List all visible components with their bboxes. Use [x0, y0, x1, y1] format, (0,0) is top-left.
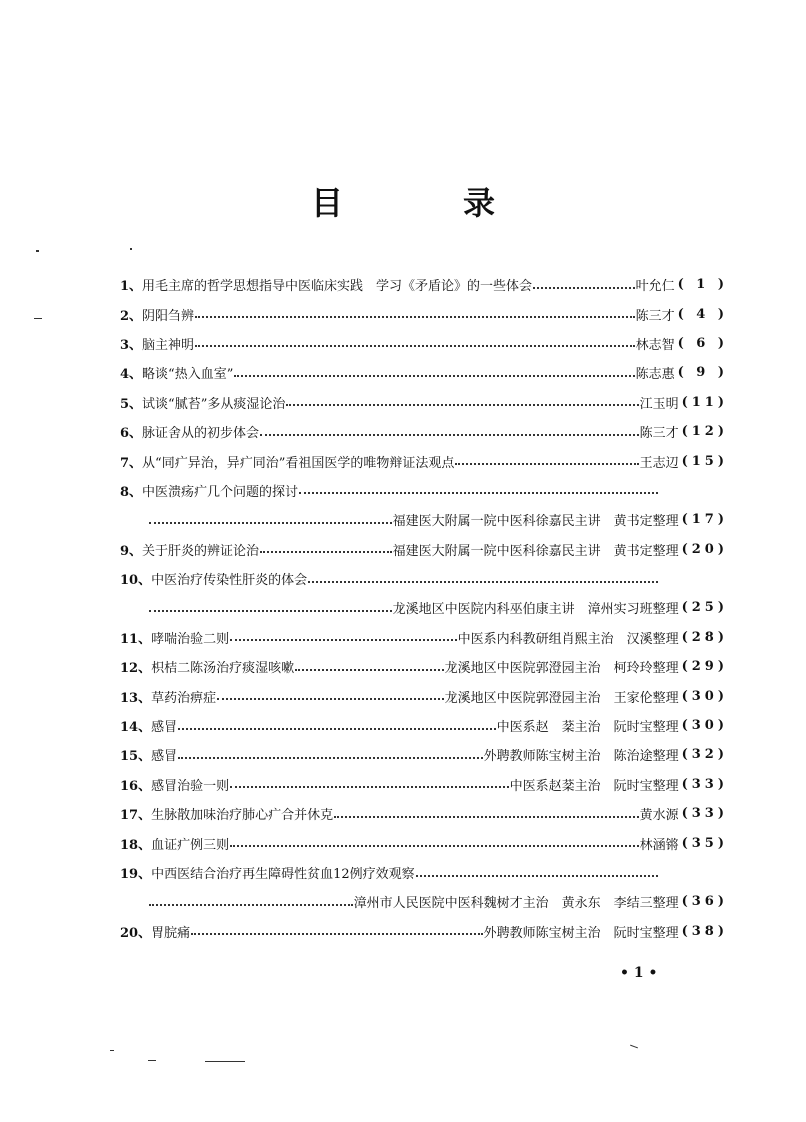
entry-page: (38): [681, 923, 728, 939]
dot-leader: [149, 904, 353, 906]
entry-page: (11): [681, 394, 728, 410]
toc-entry-19[interactable]: 19、 中西医结合治疗再生障碍性贫血12例疗效观察: [120, 858, 728, 887]
entry-page: ( 6 ): [677, 335, 728, 351]
entry-author: 江玉明: [639, 396, 679, 412]
entry-author: 林志智: [635, 337, 675, 353]
toc-entry-2[interactable]: 2、 阴阳刍辨 陈三才 ( 4 ): [120, 306, 728, 324]
entry-title: 从“同疒异治，异疒同治”看祖国医学的唯物辩证法观点: [142, 455, 455, 471]
scan-speck: [130, 248, 132, 250]
entry-page: (12): [681, 424, 728, 440]
entry-author: 龙溪地区中医院内科巫伯康主讲 漳州实习班整理: [392, 602, 679, 618]
entry-title: 枳桔二陈汤治疗痰湿咳嗽: [151, 661, 295, 677]
entry-author: 漳州市人民医院中医科魏树才主治 黄永东 李结三整理: [353, 896, 679, 912]
toc-entry-17[interactable]: 17、 生脉散加味治疗肺心疒合并休克 黄水源 (33): [120, 806, 728, 824]
entry-author: 福建医大附属一院中医科徐嘉民主讲 黄书定整理: [392, 543, 679, 559]
entry-page: (32): [681, 747, 728, 763]
toc-entry-11[interactable]: 11、 哮喘治验二则 中医系内科教研组肖熙主治 汉溪整理 (28): [120, 629, 728, 647]
entry-title: 试谈“腻苔”多从痰湿论治: [142, 396, 286, 412]
dot-leader: [308, 581, 658, 583]
toc-entry-3[interactable]: 3、 脑主神明 林志智 ( 6 ): [120, 335, 728, 353]
toc-entry-6[interactable]: 6、 脉证舍从的初步体会 陈三才 (12): [120, 424, 728, 442]
dot-leader: [195, 316, 635, 318]
entry-author: 陈志惠: [635, 367, 675, 383]
entry-author: 中医系内科教研组肖熙主治 汉溪整理: [457, 631, 679, 647]
entry-title: 脑主神明: [142, 337, 195, 353]
toc-entry-15[interactable]: 15、 感冒 外聘教师陈宝树主治 陈治途整理 (32): [120, 747, 728, 765]
entry-page: (28): [681, 629, 728, 645]
entry-author: 陈三才: [635, 308, 675, 324]
entry-page: ( 9 ): [677, 365, 728, 381]
entry-page: (20): [681, 541, 728, 557]
entry-title: 生脉散加味治疗肺心疒合并休克: [151, 808, 334, 824]
entry-author: 中医系赵棻主治 阮时宝整理: [509, 778, 679, 794]
dot-leader: [455, 463, 638, 465]
entry-author: 陈三才: [639, 426, 679, 442]
entry-author: 福建医大附属一院中医科徐嘉民主讲 黄书定整理: [392, 514, 679, 530]
scan-speck: [205, 1061, 245, 1062]
scan-speck: [36, 250, 39, 252]
title-char-1: 目: [310, 184, 343, 222]
entry-author: 叶允仁: [635, 279, 675, 295]
dot-leader: [295, 669, 443, 671]
entry-title: 中医溃疡疒几个问题的探讨: [142, 484, 299, 500]
entry-page: (35): [681, 835, 728, 851]
entry-author: 外聘教师陈宝树主治 陈治途整理: [483, 749, 679, 765]
dot-leader: [299, 492, 658, 494]
dot-leader: [217, 698, 443, 700]
entry-title: 阴阳刍辨: [142, 308, 195, 324]
entry-page: (17): [681, 512, 728, 528]
entry-author: 中医系赵 棻主治 阮时宝整理: [496, 720, 679, 736]
entry-title: 草药治痹症: [151, 690, 217, 706]
entry-author: 龙溪地区中医院郭澄园主治 柯玲玲整理: [444, 661, 679, 677]
table-of-contents: [120, 270, 728, 946]
entry-page: (33): [681, 776, 728, 792]
dot-leader: [149, 610, 392, 612]
entry-author: 黄水源: [639, 808, 679, 824]
entry-title: 中西医结合治疗再生障碍性贫血12例疗效观察: [151, 867, 415, 882]
dot-leader: [191, 933, 482, 935]
dot-leader: [149, 522, 392, 524]
dot-leader: [178, 728, 495, 730]
entry-page: (33): [681, 806, 728, 822]
title-char-2: 录: [463, 184, 496, 222]
entry-page: (36): [681, 894, 728, 910]
dot-leader: [195, 345, 635, 347]
entry-title: 略谈“热入血室”: [142, 367, 234, 383]
dot-leader: [234, 375, 634, 377]
toc-entry-1[interactable]: 1、 用毛主席的哲学思想指导中医临床实践 学习《矛盾论》的一些体会 叶允仁 ( 1 ): [120, 277, 728, 295]
toc-entry-16[interactable]: 16、 感冒治验一则 中医系赵棻主治 阮时宝整理 (33): [120, 776, 728, 794]
toc-entry-10-continued[interactable]: [120, 593, 728, 622]
page-number: • 1 •: [620, 965, 658, 981]
entry-page: ( 4 ): [677, 306, 728, 322]
entry-author: 林涵锵: [639, 837, 679, 853]
scan-speck: [110, 1050, 114, 1051]
entry-title: 感冒治验一则: [151, 778, 230, 794]
toc-entry-12[interactable]: 12、 枳桔二陈汤治疗痰湿咳嗽 龙溪地区中医院郭澄园主治 柯玲玲整理 (29): [120, 659, 728, 677]
entry-page: (25): [681, 600, 728, 616]
entry-author: 龙溪地区中医院郭澄园主治 王家伦整理: [444, 690, 679, 706]
scan-speck: [148, 1060, 156, 1061]
entry-title: 感冒: [151, 720, 178, 736]
dot-leader: [230, 786, 508, 788]
entry-title: 胃脘痛: [151, 925, 191, 941]
toc-entry-7[interactable]: 7、 从“同疒异治，异疒同治”看祖国医学的唯物辩证法观点 王志辺 (15): [120, 453, 728, 471]
entry-page: (15): [681, 453, 728, 469]
entry-title: 血证疒例三则: [151, 837, 230, 853]
entry-author: 王志辺: [639, 455, 679, 471]
toc-entry-9[interactable]: 9、 关于肝炎的辨证论治 福建医大附属一院中医科徐嘉民主讲 黄书定整理 (20): [120, 541, 728, 559]
dot-leader: [416, 875, 658, 877]
toc-entry-20[interactable]: 20、 胃脘痛 外聘教师陈宝树主治 阮时宝整理 (38): [120, 923, 728, 941]
toc-entry-4[interactable]: 4、 略谈“热入血室” 陈志惠 ( 9 ): [120, 365, 728, 383]
toc-entry-5[interactable]: 5、 试谈“腻苔”多从痰湿论治 江玉明 (11): [120, 394, 728, 412]
dot-leader: [334, 816, 638, 818]
entry-title: 感冒: [151, 749, 178, 765]
entry-author: 外聘教师陈宝树主治 阮时宝整理: [483, 925, 679, 941]
toc-entry-13[interactable]: 13、 草药治痹症 龙溪地区中医院郭澄园主治 王家伦整理 (30): [120, 688, 728, 706]
entry-title: 中医治疗传染性肝炎的体会: [151, 573, 308, 589]
entry-page: (29): [681, 659, 728, 675]
toc-entry-14[interactable]: 14、 感冒 中医系赵 棻主治 阮时宝整理 (30): [120, 718, 728, 736]
toc-entry-19-continued[interactable]: [120, 887, 728, 916]
entry-page: ( 1 ): [677, 277, 728, 293]
dot-leader: [533, 287, 635, 289]
dot-leader: [260, 551, 392, 553]
scan-speck: [34, 318, 42, 319]
entry-page: (30): [681, 688, 728, 704]
entry-title: 关于肝炎的辨证论治: [142, 543, 260, 559]
dot-leader: [286, 404, 638, 406]
toc-entry-8-continued[interactable]: [120, 505, 728, 534]
dot-leader: [178, 757, 482, 759]
page-title: [0, 178, 806, 224]
entry-title: 用毛主席的哲学思想指导中医临床实践 学习《矛盾论》的一些体会: [142, 279, 533, 295]
entry-title: 哮喘治验二则: [151, 631, 230, 647]
dot-leader: [230, 845, 638, 847]
toc-entry-10[interactable]: 10、 中医治疗传染性肝炎的体会: [120, 564, 728, 593]
dot-leader: [260, 434, 639, 436]
scan-speck: [630, 1045, 638, 1049]
toc-entry-18[interactable]: 18、 血证疒例三则 林涵锵 (35): [120, 835, 728, 853]
entry-title: 脉证舍从的初步体会: [142, 426, 260, 442]
entry-page: (30): [681, 718, 728, 734]
toc-entry-8[interactable]: 8、 中医溃疡疒几个问题的探讨: [120, 476, 728, 505]
dot-leader: [230, 639, 456, 641]
